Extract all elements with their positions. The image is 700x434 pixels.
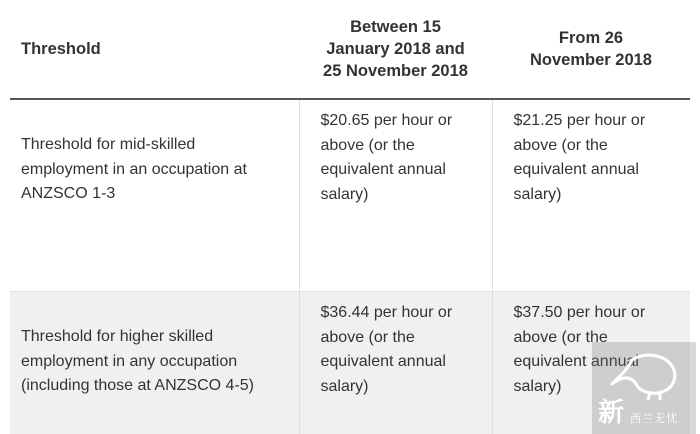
cell-line: equivalent annual [320,353,446,370]
cell-line: Threshold for mid-skilled [21,136,196,153]
header-line: Between 15 [350,18,441,36]
cell-line: salary) [513,185,562,203]
header-line: January 2018 and [326,40,465,58]
header-from-date [492,0,690,99]
header-between-dates [299,0,492,99]
cell-line: salary) [320,377,369,395]
table-row [10,292,690,434]
header-line: 25 November 2018 [323,62,468,80]
header-threshold [10,0,299,99]
cell-line: equivalent annual [320,161,446,178]
table-row [10,99,690,292]
cell-line: $37.50 per hour or [513,304,646,321]
cell-line: above (or the [513,328,608,346]
cell-line: ANZSCO 1-3 [21,185,116,202]
cell-threshold-higher-skilled [10,292,299,434]
cell-line: employment in an occupation at [21,160,247,178]
cell-value-mid-skilled-period1 [299,99,492,292]
cell-value-higher-skilled-period2 [492,292,690,434]
table-header-row [10,0,690,99]
cell-line: $36.44 per hour or [320,304,453,321]
cell-threshold-mid-skilled [10,99,299,292]
cell-line: $21.25 per hour or [513,112,646,129]
cell-line: above (or the [320,136,415,154]
cell-line: employment in any occupation [21,352,238,370]
cell-line: Threshold for higher skilled [21,328,214,345]
cell-value-higher-skilled-period1 [299,292,492,434]
cell-line: salary) [320,185,369,203]
cell-line: equivalent annual [513,161,639,178]
threshold-table [10,0,690,434]
header-line: Threshold [21,40,101,58]
watermark-small-text: 西兰无忧 [630,412,678,425]
cell-line: above (or the [320,328,415,346]
cell-value-mid-skilled-period2 [492,99,690,292]
header-line: From 26 [558,29,624,47]
watermark-big-char: 新 [598,398,625,428]
cell-line: equivalent annual [513,353,639,370]
header-line: November 2018 [530,51,652,69]
cell-line: salary) [513,377,562,395]
cell-line: above (or the [513,136,608,154]
cell-line: $20.65 per hour or [320,112,453,129]
cell-line: (including those at ANZSCO 4-5) [21,377,254,394]
